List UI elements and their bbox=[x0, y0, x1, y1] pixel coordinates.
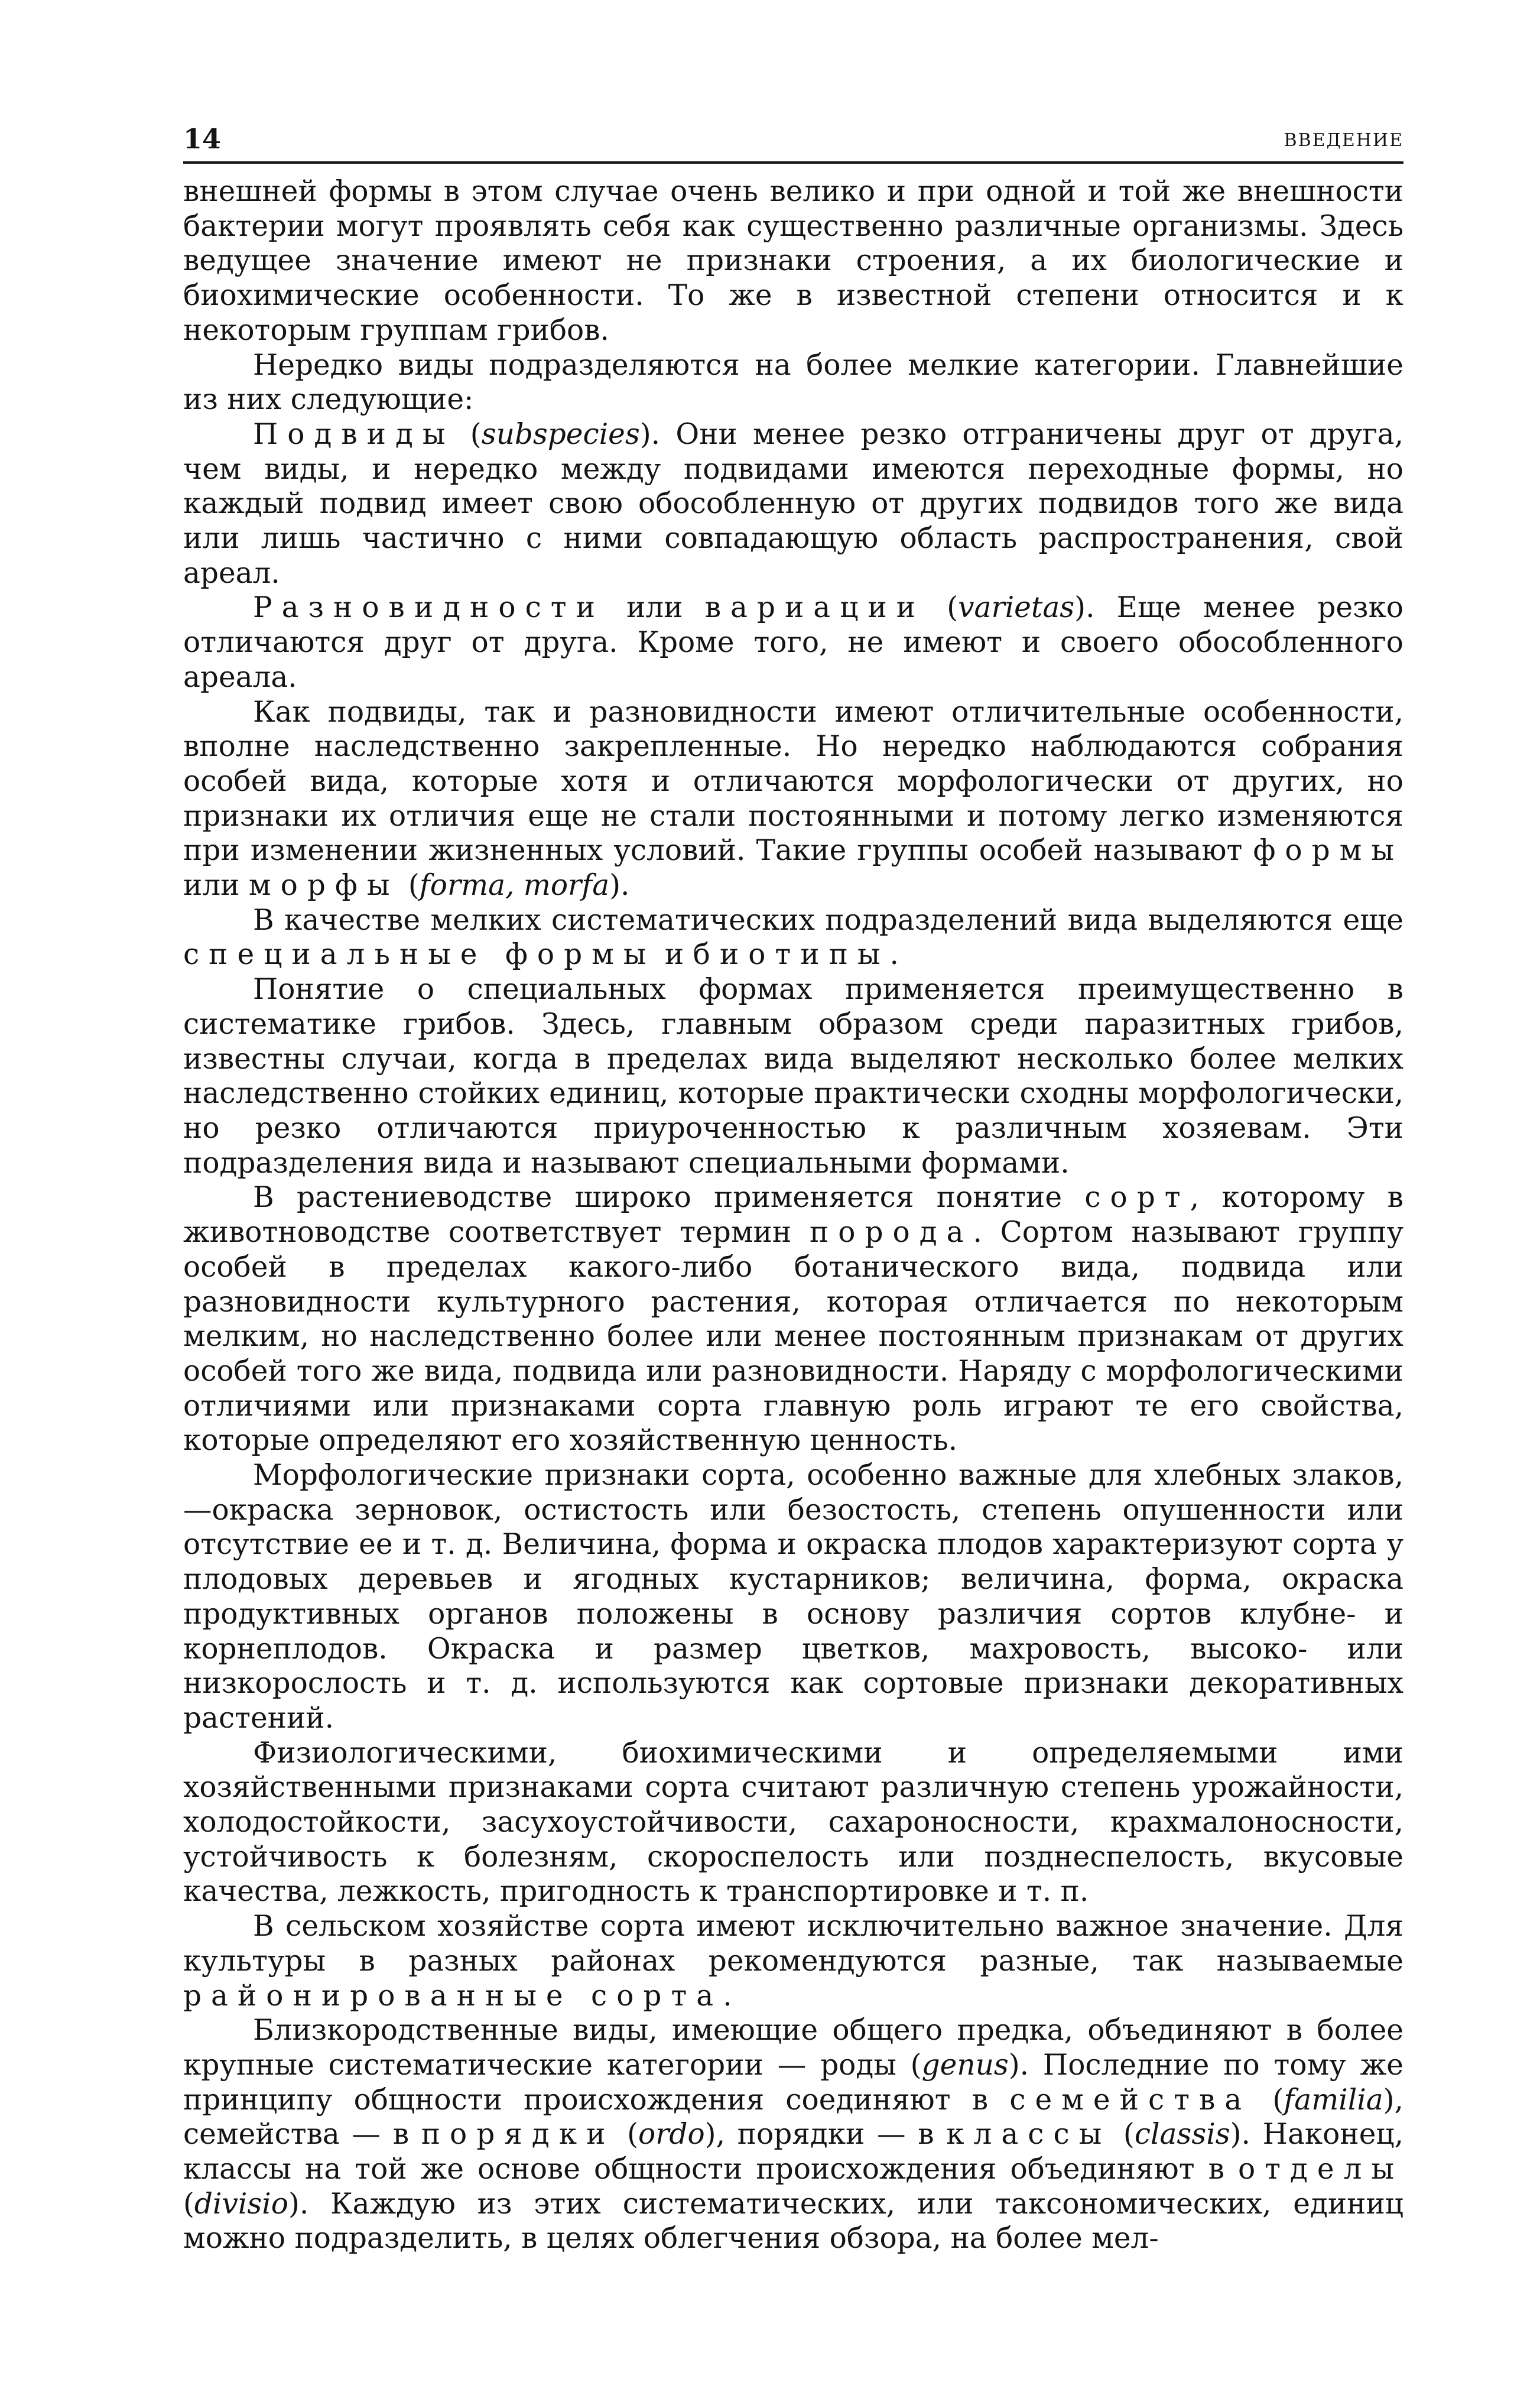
text-run: ( bbox=[454, 417, 482, 451]
text-run: внешней формы в этом случае очень велико и при одной и той же внешности бактерии могут проявлять себя как существенно различные организмы. Здесь ведущее значение имеют не признаки строения, а их биологические и биохимические особенности. То же в известной степени относится и к некоторым группам грибов. bbox=[183, 175, 1403, 347]
text-run: В сельском хозяйстве сорта имеют исключительно важное значение. Для культуры в разных районах рекомендуются разные, так называемые bbox=[183, 1910, 1403, 1978]
latin-term: forma, morfa bbox=[419, 869, 610, 903]
spaced-term: биотипы bbox=[693, 938, 890, 972]
text-run: и bbox=[655, 938, 693, 972]
text-run: . Сортом называют группу особей в пределах какого-либо ботанического вида, подвида или разновидности культурного растения, которая отличается по некоторым мелким, но наследственно более или менее постоянным признакам от других особей того же вида, подвида или разновидности. Наряду с морфологическими отличиями или признаками сорта главную роль играют те его свойства, которые определяют его хозяйственную ценность. bbox=[183, 1216, 1404, 1458]
paragraph bbox=[183, 1458, 1403, 1736]
paragraph bbox=[183, 417, 1403, 591]
body-text bbox=[183, 174, 1403, 2256]
paragraph bbox=[183, 1736, 1403, 1910]
text-run: ( bbox=[615, 2118, 639, 2151]
spaced-term: порода bbox=[809, 1216, 973, 1249]
page-number: 14 bbox=[183, 123, 222, 155]
spaced-term: порядки bbox=[421, 2118, 615, 2151]
paragraph bbox=[183, 1909, 1403, 2013]
spaced-term: Разновидности bbox=[253, 591, 605, 625]
text-run: Нередко виды подразделяются на более мелкие категории. Главнейшие из них следующие: bbox=[183, 348, 1403, 417]
spaced-term: формы bbox=[1253, 834, 1403, 868]
paragraph bbox=[183, 903, 1403, 972]
text-run: ( bbox=[399, 869, 420, 903]
text-run: ). Последние по тому же принципу общности происхождения соединяют в bbox=[183, 2048, 1404, 2117]
paragraph bbox=[183, 972, 1403, 1180]
text-run: ). Каждую из этих систематических, или таксономических, единиц можно подразделить, в целях облегчения обзора, на более мел- bbox=[183, 2187, 1403, 2255]
text-run: ). Они менее резко отграничены друг от друга, чем виды, и нередко между подвидами имеются переходные формы, но каждый подвид имеет свою обособленную от других подвидов того же вида или лишь частично с ними совпадающую область распространения, свой ареал. bbox=[183, 417, 1403, 590]
latin-term: ordo bbox=[638, 2118, 705, 2151]
spaced-term: отделы bbox=[1237, 2153, 1403, 2186]
text-run: ). Наконец, классы на той же основе общности происхождения объединяют в bbox=[183, 2118, 1404, 2186]
text-run: В растениеводстве широко применяется понятие bbox=[253, 1181, 1085, 1215]
latin-term: familia bbox=[1284, 2083, 1383, 2117]
paragraph bbox=[183, 174, 1403, 348]
running-header bbox=[183, 121, 1403, 164]
text-run: ). Еще менее резко отличаются друг от друга. Кроме того, не имеют и своего обособленного ареала. bbox=[183, 591, 1404, 694]
latin-term: divisio bbox=[194, 2187, 288, 2221]
spaced-term: вариации bbox=[704, 591, 925, 625]
text-run: Близкородственные виды, имеющие общего предка, объединяют в более крупные систематические категории — роды ( bbox=[183, 2014, 1403, 2082]
running-title: ВВЕДЕНИЕ bbox=[1284, 130, 1403, 151]
text-run: ), семейства — в bbox=[183, 2083, 1403, 2151]
latin-term: genus bbox=[921, 2048, 1009, 2082]
text-run: или bbox=[183, 869, 249, 903]
text-run: Понятие о специальных формах применяется преимущественно в систематике грибов. Здесь, главным образом среди паразитных грибов, известны случаи, когда в пределах вида выделяют несколько более мелких наследственно стойких единиц, которые практически сходны морфологически, но резко отличаются приуроченностью к различным хозяевам. Эти подразделения вида и называют специальными формами. bbox=[183, 973, 1403, 1180]
spaced-term: сорт bbox=[1084, 1181, 1190, 1215]
spaced-term: семейства bbox=[1009, 2083, 1252, 2117]
text-run: ( bbox=[925, 591, 959, 625]
text-run: , которому в животноводстве соответствует термин bbox=[183, 1181, 1403, 1249]
spaced-term: Подвиды bbox=[253, 417, 455, 451]
spaced-term: классы bbox=[946, 2118, 1112, 2151]
text-run: или bbox=[604, 591, 705, 625]
paragraph bbox=[183, 695, 1403, 903]
latin-term: classis bbox=[1134, 2118, 1230, 2151]
latin-term: varietas bbox=[958, 591, 1075, 625]
text-run: Морфологические признаки сорта, особенно важные для хлебных злаков,—окраска зерновок, остистость или безостость, степень опушенности или отсутствие ее и т. д. Величина, форма и окраска плодов характеризуют сорта у плодовых деревьев и ягодных кустарников; величина, форма, окраска продуктивных органов положены в основу различия сортов клубне- и корнеплодов. Окраска и размер цветков, махровость, высоко- или низкорослость и т. д. используются как сортовые признаки декоративных растений. bbox=[183, 1459, 1403, 1735]
text-run: . bbox=[723, 1979, 732, 2013]
text-run: ( bbox=[183, 2187, 194, 2221]
spaced-term: специальные формы bbox=[183, 938, 656, 972]
spaced-term: районированные сорта bbox=[183, 1979, 723, 2013]
book-page bbox=[183, 121, 1403, 2256]
paragraph bbox=[183, 348, 1403, 417]
text-run: В качестве мелких систематических подразделений вида выделяются еще bbox=[253, 903, 1403, 937]
text-run: . bbox=[889, 938, 899, 972]
text-run: ), порядки — в bbox=[704, 2118, 947, 2151]
latin-term: subspecies bbox=[481, 417, 640, 451]
text-run: ( bbox=[1111, 2118, 1135, 2151]
paragraph bbox=[183, 1180, 1403, 1458]
spaced-term: морфы bbox=[248, 869, 399, 903]
paragraph bbox=[183, 2013, 1403, 2256]
text-run: Как подвиды, так и разновидности имеют отличительные особенности, вполне наследственно закрепленные. Но нередко наблюдаются собрания особей вида, которые хотя и отличаются морфологически от других, но признаки их отличия еще не стали постоянными и потому легко изменяются при изменении жизненных условий. Такие группы особей называют bbox=[183, 695, 1403, 868]
text-run: ( bbox=[1251, 2083, 1284, 2117]
paragraph bbox=[183, 590, 1403, 694]
text-run: ). bbox=[609, 869, 630, 903]
text-run: Физиологическими, биохимическими и определяемыми ими хозяйственными признаками сорта считают различную степень урожайности, холодостойкости, засухоустойчивости, сахароносности, крахмалоносности, устойчивость к болезням, скороспелость или позднеспелость, вкусовые качества, лежкость, пригодность к транспортировке и т. п. bbox=[183, 1736, 1403, 1909]
